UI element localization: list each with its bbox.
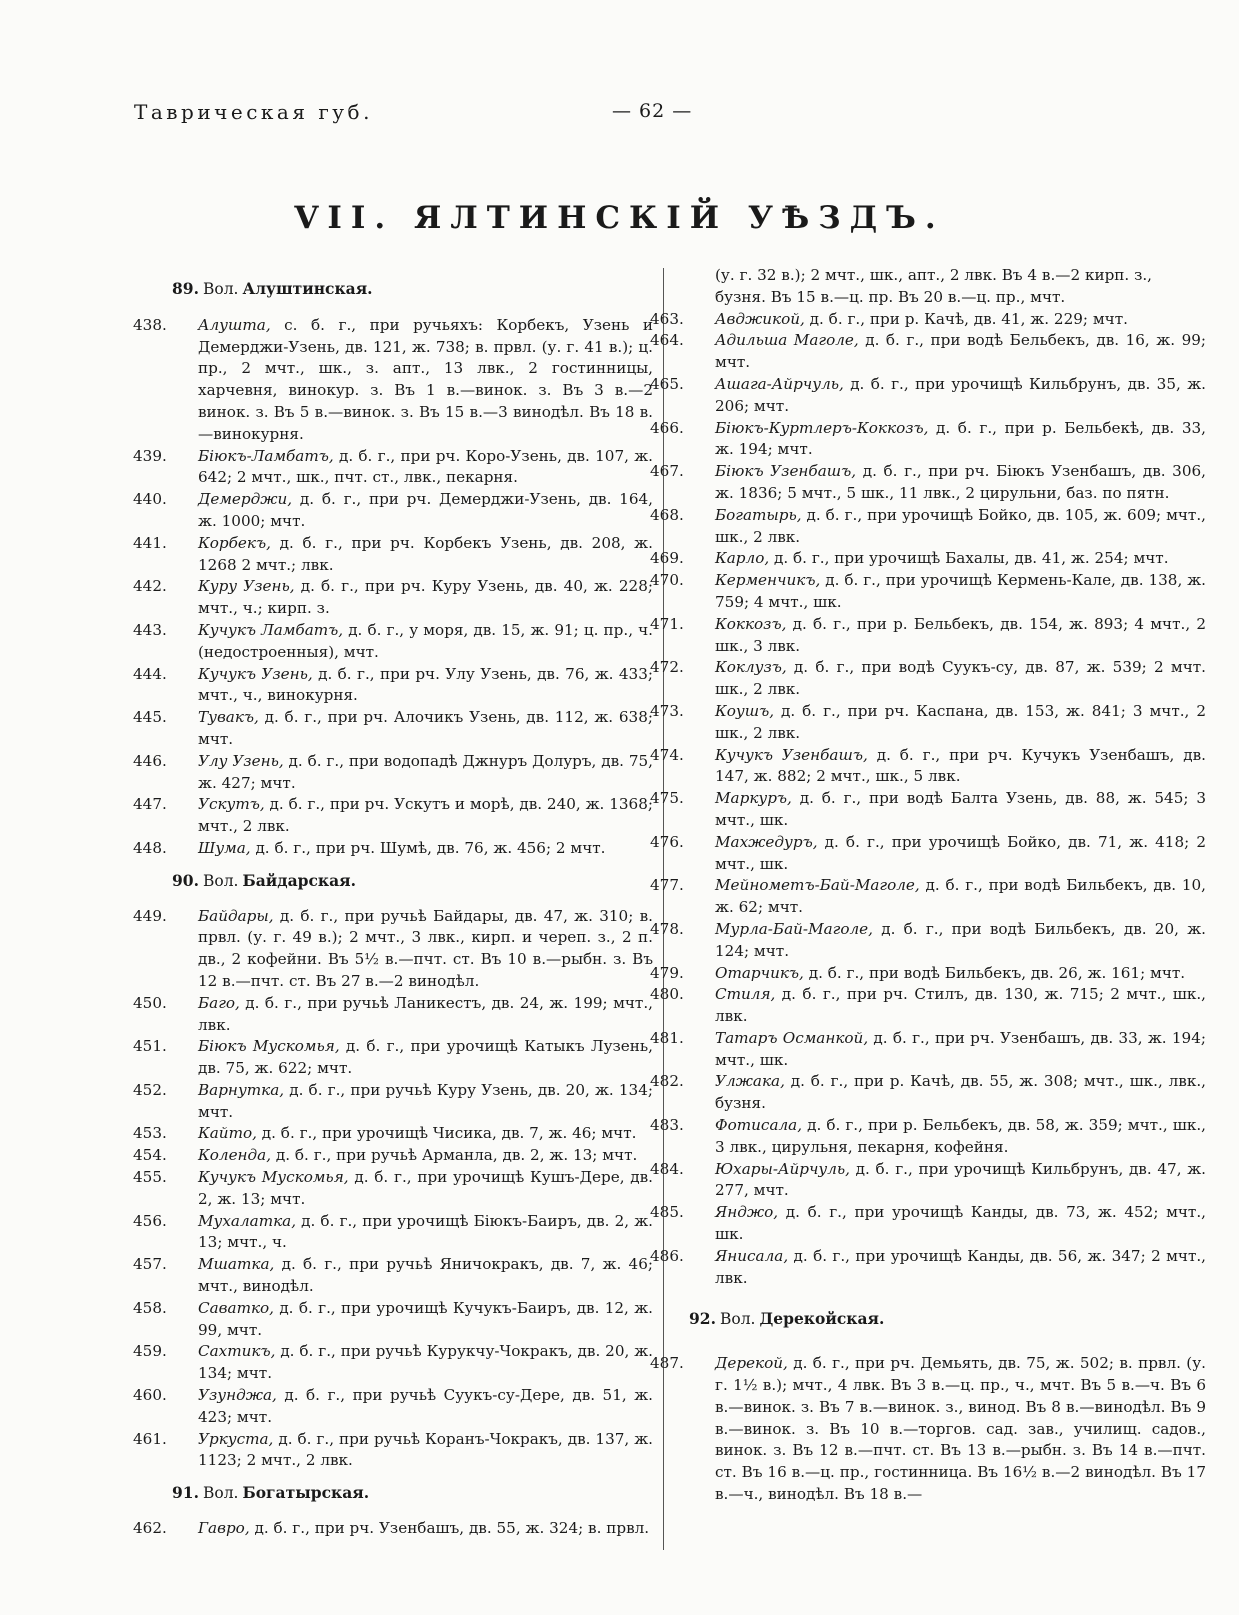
place-name: Баго, bbox=[198, 993, 240, 1012]
gazetteer-entry bbox=[133, 906, 653, 993]
entry-text: д. б. г., при водѣ Суукъ-су, дв. 87, ж. 539; 2 мчт. шк., 2 лвк. bbox=[715, 658, 1206, 699]
entry-text: д. б. г., при урочищѣ Бойко, дв. 71, ж. 418; 2 мчт., шк. bbox=[715, 832, 1206, 873]
entry-number: 452. bbox=[133, 1080, 167, 1099]
gazetteer-entry bbox=[133, 1145, 653, 1167]
entry-number: 461. bbox=[133, 1429, 167, 1448]
entry-number: 455. bbox=[133, 1168, 167, 1187]
entry-number: 480. bbox=[650, 985, 684, 1004]
entry-continuation: (у. г. 32 в.); 2 мчт., шк., апт., 2 лвк. Въ 4 в.—2 кирп. з., бузня. Въ 15 в.—ц. пр. Въ 20 в.—ц. пр., мчт. bbox=[715, 266, 1153, 306]
entry-text: д. б. г., при водѣ Бельбекъ, дв. 16, ж. 99; мчт. bbox=[715, 331, 1207, 372]
gazetteer-entry bbox=[650, 1202, 1206, 1246]
place-name: Улжака, bbox=[715, 1072, 785, 1091]
gazetteer-entry bbox=[650, 657, 1206, 701]
entry-number: 445. bbox=[133, 708, 167, 727]
gazetteer-entry bbox=[650, 984, 1206, 1028]
gazetteer-entry bbox=[133, 1036, 653, 1080]
entry-number: 471. bbox=[650, 614, 684, 633]
entry-number: 475. bbox=[650, 789, 684, 808]
entry-number: 446. bbox=[133, 751, 167, 770]
place-name: Махжедуръ, bbox=[715, 832, 818, 851]
gazetteer-entry bbox=[133, 533, 653, 577]
entry-text: д. б. г., при урочищѣ Канды, дв. 56, ж. 347; 2 мчт., лвк. bbox=[715, 1246, 1206, 1287]
place-name: Мурла-Бай-Маголе, bbox=[715, 919, 873, 938]
place-name: Адильша Маголе, bbox=[715, 331, 859, 350]
gazetteer-entry bbox=[133, 751, 653, 795]
entry-number: 466. bbox=[650, 418, 684, 437]
place-name: Кайто, bbox=[198, 1124, 257, 1143]
place-name: Гавро, bbox=[198, 1519, 250, 1538]
place-name: Мухалатка, bbox=[198, 1211, 297, 1230]
entry-text: д. б. г., при р. Качѣ, дв. 41, ж. 229; мчт. bbox=[804, 309, 1128, 328]
entry-text: д. б. г., при ручьѣ Ланикестъ, дв. 24, ж. 199; мчт., лвк. bbox=[198, 993, 653, 1034]
entry-text: д. б. г., при рч. Улу Узень, дв. 76, ж. 433; мчт., ч., винокурня. bbox=[198, 664, 653, 705]
gazetteer-entry bbox=[133, 707, 653, 751]
gazetteer-entry bbox=[133, 620, 654, 664]
gazetteer-entry bbox=[133, 664, 653, 708]
entry-number: 484. bbox=[650, 1159, 684, 1178]
page-title: VII. ЯЛТИНСКІЙ УѢЗДЪ. bbox=[294, 200, 945, 236]
place-name: Алушта, bbox=[198, 315, 271, 334]
entry-number: 438. bbox=[133, 315, 167, 334]
entry-number: 450. bbox=[133, 993, 167, 1012]
gazetteer-entry bbox=[133, 838, 653, 860]
volost-heading: 90. Вол. Байдарская. bbox=[172, 870, 356, 890]
entry-text: д. б. г., при водопадѣ Джнуръ Долуръ, дв. 75, ж. 427; мчт. bbox=[198, 751, 653, 792]
entry-text: д. б. г., при рч. Демерджи-Узень, дв. 164, ж. 1000; мчт. bbox=[198, 490, 653, 530]
gazetteer-entry bbox=[650, 832, 1206, 876]
place-name: Біюкъ Мускомья, bbox=[198, 1037, 340, 1056]
place-name: Шума, bbox=[198, 838, 251, 857]
gazetteer-entry bbox=[650, 919, 1206, 963]
entry-text: д. б. г., при рч. Каспана, дв. 153, ж. 841; 3 мчт., 2 шк., 2 лвк. bbox=[715, 701, 1206, 742]
left-column bbox=[133, 265, 654, 1540]
place-name: Янджо, bbox=[715, 1203, 779, 1222]
gazetteer-entry bbox=[650, 1246, 1206, 1290]
volost-heading: 89. Вол. Алуштинская. bbox=[172, 279, 373, 298]
entry-text: д. б. г., при рч. Ускутъ и морѣ, дв. 240, ж. 1368; мчт., 2 лвк. bbox=[198, 795, 653, 836]
gazetteer-entry bbox=[133, 1385, 653, 1429]
entry-text: д. б. г., при ручьѣ Яничокракъ, дв. 7, ж. 46; мчт., винодѣл. bbox=[198, 1255, 653, 1296]
gazetteer-entry bbox=[133, 1254, 653, 1298]
entry-text: д. б. г., при урочищѣ Біюкъ-Баиръ, дв. 2, ж. 13; мчт., ч. bbox=[198, 1211, 653, 1252]
gazetteer-entry bbox=[650, 788, 1206, 832]
entry-number: 470. bbox=[650, 571, 684, 590]
entry-number: 474. bbox=[650, 745, 684, 764]
entry-text: д. б. г., при урочищѣ Катыкъ Лузень, дв. 75, ж. 622; мчт. bbox=[198, 1037, 653, 1078]
gazetteer-entry bbox=[650, 309, 1206, 331]
place-name: Біюкъ-Ламбатъ, bbox=[198, 446, 334, 465]
entry-text: д. б. г., при рч. Коро-Узень, дв. 107, ж. 642; 2 мчт., шк., пчт. ст., лвк., пекарня. bbox=[198, 446, 653, 487]
gazetteer-entry bbox=[650, 614, 1206, 658]
entry-number: 448. bbox=[133, 838, 167, 857]
entry-number: 463. bbox=[650, 309, 684, 328]
gazetteer-entry bbox=[133, 576, 653, 620]
entry-text: д. б. г., при урочищѣ Бахалы, дв. 41, ж. 254; мчт. bbox=[769, 549, 1169, 568]
entry-text: д. б. г., при рч. Стилъ, дв. 130, ж. 715; 2 мчт., шк., лвк. bbox=[715, 985, 1206, 1026]
gazetteer-entry bbox=[650, 570, 1206, 614]
entry-text: д. б. г., при урочищѣ Бойко, дв. 105, ж. 609; мчт., шк., 2 лвк. bbox=[715, 505, 1206, 546]
entry-number: 465. bbox=[650, 374, 684, 393]
place-name: Богатырь, bbox=[715, 505, 802, 524]
entry-text: д. б. г., при водѣ Бильбекъ, дв. 20, ж. 124; мчт. bbox=[715, 919, 1206, 960]
entry-text: д. б. г., при урочищѣ Кучукъ-Баиръ, дв. 12, ж. 99, мчт. bbox=[198, 1298, 653, 1339]
entry-number: 478. bbox=[650, 919, 684, 938]
entry-number: 469. bbox=[650, 549, 684, 568]
place-name: Мшатка, bbox=[198, 1255, 275, 1274]
entry-text: д. б. г., при ручьѣ Куру Узень, дв. 20, ж. 134; мчт. bbox=[198, 1080, 653, 1121]
gazetteer-entry bbox=[133, 794, 653, 838]
gazetteer-entry bbox=[650, 745, 1206, 789]
place-name: Ашага-Айрчуль, bbox=[715, 374, 844, 393]
entry-number: 449. bbox=[133, 906, 167, 925]
gazetteer-entry bbox=[133, 993, 653, 1037]
gazetteer-entry bbox=[650, 701, 1206, 745]
place-name: Біюкъ-Куртлеръ-Коккозъ, bbox=[715, 418, 929, 437]
entry-text: д. б. г., при ручьѣ Коранъ-Чокракъ, дв. 137, ж. 1123; 2 мчт., 2 лвк. bbox=[198, 1429, 653, 1470]
entry-text: с. б. г., при ручьяхъ: Корбекъ, Узень и Демерджи-Узень, дв. 121, ж. 738; в. првл. (у. г. 41 в.); ц. пр., 2 мчт., шк., з. апт., 13 лвк., 2 гостинницы, харчевня, винокур. з. Въ 1 в.—винок. з. Въ 3 в.—2 винок. з. Въ 5 в.—винок. з. Въ 15 в.—3 винодѣл. Въ 18 в.—винокурня. bbox=[198, 315, 653, 443]
entry-number: 458. bbox=[133, 1298, 167, 1317]
gazetteer-entry bbox=[133, 1080, 653, 1124]
gazetteer-entry bbox=[650, 1071, 1206, 1115]
volost-heading: 92. Вол. Дерекойская. bbox=[689, 1309, 885, 1329]
entry-text: д. б. г., при урочищѣ Кильбрунъ, дв. 35, ж. 206; мчт. bbox=[715, 374, 1206, 415]
entry-number: 462. bbox=[133, 1519, 167, 1538]
entry-number: 473. bbox=[650, 701, 684, 720]
gazetteer-entry bbox=[650, 875, 1206, 919]
place-name: Кучукъ Узень, bbox=[198, 664, 313, 683]
entry-number: 460. bbox=[133, 1386, 167, 1405]
entry-number: 477. bbox=[650, 876, 684, 895]
entry-number: 464. bbox=[650, 331, 684, 350]
running-head bbox=[134, 100, 1194, 130]
gazetteer-entry bbox=[650, 1159, 1206, 1203]
entry-text: д. б. г., при урочищѣ Кермень-Кале, дв. 138, ж. 759; 4 мчт., шк. bbox=[715, 571, 1206, 611]
place-name: Кучукъ Ламбатъ, bbox=[198, 620, 344, 639]
entry-number: 454. bbox=[133, 1146, 167, 1165]
place-name: Керменчикъ, bbox=[715, 571, 821, 590]
gazetteer-entry bbox=[650, 1353, 1206, 1506]
entry-number: 444. bbox=[133, 664, 167, 683]
entry-text: д. б. г., при р. Бельбекъ, дв. 154, ж. 893; 4 мчт., 2 шк., 3 лвк. bbox=[715, 614, 1206, 655]
place-name: Карло, bbox=[715, 549, 770, 568]
gazetteer-entry bbox=[650, 963, 1206, 985]
gazetteer-entry bbox=[650, 374, 1206, 418]
entry-number: 457. bbox=[133, 1255, 167, 1274]
entry-number: 468. bbox=[650, 505, 684, 524]
place-name: Куру Узень, bbox=[198, 577, 295, 596]
place-name: Узунджа, bbox=[198, 1386, 277, 1405]
page-number: — 62 — bbox=[612, 100, 693, 122]
gazetteer-entry bbox=[133, 1341, 653, 1385]
gazetteer-entry bbox=[133, 1123, 653, 1145]
place-name: Коленда, bbox=[198, 1146, 272, 1165]
place-name: Фотисала, bbox=[715, 1116, 803, 1135]
entry-text: д. б. г., при р. Качѣ, дв. 55, ж. 308; мчт., шк., лвк., бузня. bbox=[715, 1072, 1206, 1113]
place-name: Біюкъ Узенбашъ, bbox=[715, 462, 857, 481]
gazetteer-entry bbox=[133, 1211, 653, 1255]
place-name: Тувакъ, bbox=[198, 708, 259, 727]
place-name: Юхары-Айрчуль, bbox=[715, 1159, 850, 1178]
entry-number: 447. bbox=[133, 795, 167, 814]
place-name: Уркуста, bbox=[198, 1429, 274, 1448]
gazetteer-entry bbox=[133, 315, 653, 446]
gazetteer-entry bbox=[650, 1115, 1206, 1159]
gazetteer-entry bbox=[650, 1028, 1206, 1072]
place-name: Отарчикъ, bbox=[715, 963, 804, 982]
entry-text: д. б. г., при рч. Узенбашъ, дв. 55, ж. 324; в. првл. bbox=[249, 1519, 650, 1538]
entry-number: 476. bbox=[650, 832, 684, 851]
entry-number: 441. bbox=[133, 533, 167, 552]
entry-text: д. б. г., при ручьѣ Арманла, дв. 2, ж. 13; мчт. bbox=[271, 1146, 638, 1165]
gazetteer-entry bbox=[133, 1167, 653, 1211]
place-name: Варнутка, bbox=[198, 1080, 285, 1099]
gazetteer-entry bbox=[650, 330, 1207, 374]
entry-number: 483. bbox=[650, 1116, 684, 1135]
entry-number: 440. bbox=[133, 490, 167, 509]
place-name: Байдары, bbox=[198, 906, 274, 925]
entry-number: 453. bbox=[133, 1124, 167, 1143]
entry-text: д. б. г., при рч. Демьять, дв. 75, ж. 502; в. првл. (у. г. 1½ в.); мчт., 4 лвк. Въ 3 в.—ц. пр., ч., мчт. Въ 5 в.—ч. Въ 6 в.—винок. з. Въ 7 в.—винок. з., винод. Въ 8 в.—винодѣл. Въ 9 в.—винок. з. Въ 10 в.—торгов. сад. зав., училищ. садов., винок. з. Въ 12 в.—пчт. ст. Въ 13 в.—рыбн. з. Въ 14 в.—пчт. ст. Въ 16 в.—ц. пр., гостинница. Въ 16½ в.—2 винодѣл. Въ 17 в.—ч., винодѣл. Въ 18 в.— bbox=[715, 1354, 1206, 1504]
entry-number: 442. bbox=[133, 577, 167, 596]
gazetteer-entry bbox=[133, 489, 653, 533]
place-name: Татаръ Османкой, bbox=[715, 1028, 869, 1047]
gazetteer-entry bbox=[650, 548, 1206, 570]
gazetteer-entry bbox=[650, 418, 1206, 462]
entry-text: д. б. г., при водѣ Балта Узень, дв. 88, ж. 545; 3 мчт., шк. bbox=[715, 789, 1206, 829]
entry-text: д. б. г., при рч. Корбекъ Узень, дв. 208, ж. 1268 2 мчт.; лвк. bbox=[198, 533, 653, 574]
entry-number: 486. bbox=[650, 1246, 684, 1265]
entry-number: 485. bbox=[650, 1203, 684, 1222]
entry-text: д. б. г., при ручьѣ Суукъ-су-Дере, дв. 51, ж. 423; мчт. bbox=[198, 1386, 653, 1426]
entry-number: 472. bbox=[650, 658, 684, 677]
place-name: Улу Узень, bbox=[198, 751, 284, 770]
entry-text: д. б. г., при урочищѣ Кушъ-Дере, дв. 2, ж. 13; мчт. bbox=[198, 1168, 653, 1208]
gazetteer-entry bbox=[133, 1429, 653, 1473]
entry-number: 481. bbox=[650, 1028, 684, 1047]
place-name: Дерекой, bbox=[715, 1354, 788, 1373]
entry-text: д. б. г., при урочищѣ Канды, дв. 73, ж. 452; мчт., шк. bbox=[715, 1203, 1206, 1244]
place-name: Стиля, bbox=[715, 985, 776, 1004]
entry-number: 459. bbox=[133, 1342, 167, 1361]
gazetteer-entry bbox=[133, 1518, 653, 1540]
gazetteer-entry bbox=[133, 1298, 653, 1342]
entry-text: д. б. г., при рч. Шумѣ, дв. 76, ж. 456; 2 мчт. bbox=[250, 838, 606, 857]
entry-number: 443. bbox=[133, 620, 167, 639]
entry-text: д. б. г., при урочищѣ Чисика, дв. 7, ж. 46; мчт. bbox=[256, 1124, 637, 1143]
entry-text: д. б. г., при р. Бельбекѣ, дв. 33, ж. 194; мчт. bbox=[715, 418, 1206, 459]
entry-number: 467. bbox=[650, 462, 684, 481]
gazetteer-entry bbox=[133, 446, 653, 490]
entry-number: 456. bbox=[133, 1211, 167, 1230]
volost-heading: 91. Вол. Богатырская. bbox=[172, 1483, 370, 1503]
place-name: Коклузъ, bbox=[715, 658, 787, 677]
place-name: Коккозъ, bbox=[715, 614, 787, 633]
entry-text: д. б. г., при ручьѣ Байдары, дв. 47, ж. 310; в. првл. (у. г. 49 в.); 2 мчт., 3 лвк., кирп. и череп. з., 2 п. дв., 2 кофейни. Въ 5½ в.—пчт. ст. Въ 10 в.—рыбн. з. Въ 12 в.—пчт. ст. Въ 27 в.—2 винодѣл. bbox=[198, 906, 653, 990]
entry-text: д. б. г., при урочищѣ Кильбрунъ, дв. 47, ж. 277, мчт. bbox=[715, 1159, 1206, 1200]
right-column bbox=[650, 265, 1207, 1506]
gazetteer-entry bbox=[650, 505, 1206, 549]
entry-number: 451. bbox=[133, 1037, 167, 1056]
place-name: Демерджи, bbox=[198, 490, 293, 509]
entry-text: д. б. г., при рч. Куру Узень, дв. 40, ж. 228; мчт., ч.; кирп. з. bbox=[198, 577, 653, 618]
entry-text: д. б. г., при водѣ Бильбекъ, дв. 10, ж. 62; мчт. bbox=[715, 876, 1206, 917]
place-name: Кучукъ Узенбашъ, bbox=[715, 745, 868, 764]
entry-number: 482. bbox=[650, 1072, 684, 1091]
place-name: Кучукъ Мускомья, bbox=[198, 1168, 349, 1187]
entry-text: д. б. г., при рч. Узенбашъ, дв. 33, ж. 194; мчт., шк. bbox=[715, 1028, 1206, 1069]
place-name: Сахтикъ, bbox=[198, 1342, 276, 1361]
entry-text: д. б. г., при ручьѣ Курукчу-Чокракъ, дв. 20, ж. 134; мчт. bbox=[198, 1342, 653, 1383]
place-name: Корбекъ, bbox=[198, 533, 271, 552]
entry-number: 487. bbox=[650, 1354, 684, 1373]
place-name: Коушъ, bbox=[715, 701, 775, 720]
place-name: Маркуръ, bbox=[715, 789, 792, 808]
gubernia-label: Таврическая губ. bbox=[134, 100, 373, 124]
entry-text: д. б. г., у моря, дв. 15, ж. 91; ц. пр., ч. (недостроенныя), мчт. bbox=[198, 620, 654, 661]
entry-text: д. б. г., при р. Бельбекъ, дв. 58, ж. 359; мчт., шк., 3 лвк., цирульня, пекарня, кофейня. bbox=[715, 1116, 1206, 1156]
entry-number: 479. bbox=[650, 963, 684, 982]
entry-text: д. б. г., при рч. Біюкъ Узенбашъ, дв. 306, ж. 1836; 5 мчт., 5 шк., 11 лвк., 2 цирульни, баз. по пятн. bbox=[715, 462, 1207, 502]
place-name: Янисала, bbox=[715, 1246, 789, 1265]
place-name: Авджикой, bbox=[715, 309, 805, 328]
entry-text: д. б. г., при рч. Кучукъ Узенбашъ, дв. 147, ж. 882; 2 мчт., шк., 5 лвк. bbox=[715, 745, 1206, 786]
entry-number: 439. bbox=[133, 446, 167, 465]
gazetteer-entry bbox=[650, 461, 1207, 505]
entry-text: д. б. г., при водѣ Бильбекъ, дв. 26, ж. 161; мчт. bbox=[803, 963, 1186, 982]
place-name: Саватко, bbox=[198, 1298, 275, 1317]
entry-text: д. б. г., при рч. Алочикъ Узень, дв. 112, ж. 638; мчт. bbox=[198, 708, 653, 748]
place-name: Ускутъ, bbox=[198, 795, 265, 814]
place-name: Мейнометъ-Бай-Маголе, bbox=[715, 876, 920, 895]
